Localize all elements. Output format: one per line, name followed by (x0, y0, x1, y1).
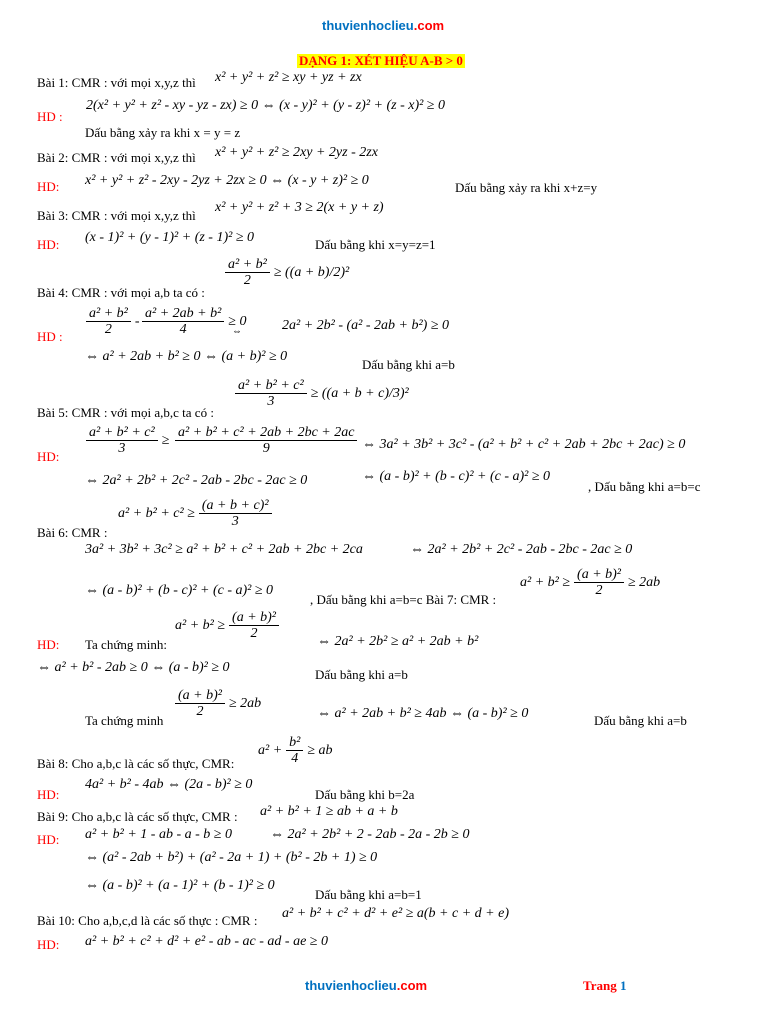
fraction-suffix: ≥ ((a + b)/2)² (273, 265, 350, 281)
header-site-name: thuvienhoclieu (322, 18, 414, 33)
text-line: Dấu bằng khi a=b (315, 667, 408, 682)
math-line: a² + b² + c² + d² + e² - ab - ac - ad - ae ≥ 0 (85, 934, 328, 949)
fraction-expression (142, 306, 246, 338)
numerator: a² + b² + c² (86, 425, 158, 441)
text-line: Bài 9: Cho a,b,c là các số thực, CMR : (37, 809, 238, 824)
denominator: 2 (595, 583, 603, 599)
math-line: 3a² + 3b² + 3c² ≥ a² + b² + c² + 2ab + 2bc + 2ca (85, 542, 363, 557)
math-line: ⇔ a² + 2ab + b² ≥ 0 ⇔ (a + b)² ≥ 0 (85, 349, 288, 364)
denominator: 4 (179, 322, 187, 338)
header-site (322, 19, 444, 33)
fraction (286, 735, 303, 767)
denominator: 2 (243, 273, 251, 289)
fraction (86, 306, 131, 338)
fraction-prefix: a² + b² ≥ (175, 618, 226, 634)
math-line: a² + b² + 1 ≥ ab + a + b (260, 804, 398, 819)
page-label: Trang (583, 978, 617, 993)
fraction-expression (175, 688, 261, 720)
text-line: Bài 2: CMR : với mọi x,y,z thì (37, 150, 196, 165)
hint-label: HD: (37, 637, 60, 652)
hint-label: HD: (37, 179, 60, 194)
math-line: a² + b² + c² + d² + e² ≥ a(b + c + d + e) (282, 906, 509, 921)
fraction-expression (175, 425, 357, 457)
numerator: a² + b² + c² + 2ab + 2bc + 2ac (175, 425, 357, 441)
text-line: ⇔ (232, 326, 242, 337)
math-line: ⇔ 3a² + 3b² + 3c² - (a² + b² + c² + 2ab + 2bc + 2ac) ≥ 0 (362, 437, 686, 452)
numerator: b² (286, 735, 303, 751)
fraction (574, 567, 624, 599)
numerator: a² + b² + c² (235, 378, 307, 394)
math-line: (x - 1)² + (y - 1)² + (z - 1)² ≥ 0 (85, 230, 255, 245)
text-line: Ta chứng minh: (85, 637, 167, 652)
numerator: a² + b² (86, 306, 131, 322)
math-line: ⇔ 2a² + 2b² + 2c² - 2ab - 2bc - 2ac ≥ 0 (410, 542, 633, 557)
fraction-prefix: a² + b² + c² ≥ (118, 506, 195, 522)
hint-label: HD : (37, 109, 63, 124)
text-line: Bài 3: CMR : với mọi x,y,z thì (37, 208, 196, 223)
denominator: 2 (104, 322, 112, 338)
text-line: Dấu bằng xảy ra khi x = y = z (85, 125, 241, 140)
math-line: ⇔ a² + 2ab + b² ≥ 4ab ⇔ (a - b)² ≥ 0 (317, 706, 529, 721)
numerator: (a + b)² (574, 567, 624, 583)
footer-site-tld: .com (396, 978, 428, 993)
text-line: Bài 10: Cho a,b,c,d là các số thực : CMR : (37, 913, 258, 928)
footer-site-name: thuvienhoclieu (305, 978, 397, 993)
page-num: 1 (619, 978, 627, 993)
math-line: x² + y² + z² ≥ xy + yz + zx (215, 70, 362, 85)
fraction-expression (235, 378, 409, 410)
fraction (175, 425, 357, 457)
denominator: 3 (231, 514, 239, 530)
fraction-prefix: a² + (258, 743, 283, 759)
math-line: x² + y² + z² - 2xy - 2yz + 2zx ≥ 0 ⇔ (x - y + z)² ≥ 0 (85, 173, 369, 188)
fraction-suffix: ≥ ab (307, 743, 333, 759)
math-line: 2a² + 2b² - (a² - 2ab + b²) ≥ 0 (282, 318, 450, 333)
math-line: ⇔ (a - b)² + (b - c)² + (c - a)² ≥ 0 (362, 469, 551, 484)
fraction-suffix: ≥ (161, 433, 170, 449)
page-title: DẠNG 1: XÉT HIỆU A-B > 0 (299, 53, 463, 68)
text-line: Dấu bằng khi a=b (362, 357, 455, 372)
fraction-suffix: ≥ ((a + b + c)/3)² (310, 386, 409, 402)
hint-label: HD: (37, 237, 60, 252)
text-line: Dấu bằng khi x=y=z=1 (315, 237, 436, 252)
math-line: ⇔ (a - b)² + (a - 1)² + (b - 1)² ≥ 0 (85, 878, 275, 893)
fraction (229, 610, 279, 642)
text-line: Ta chứng minh (85, 713, 164, 728)
fraction-expression (118, 498, 272, 530)
text-line: Dấu bằng xảy ra khi x+z=y (455, 180, 598, 195)
text-line: Dấu bằng khi a=b (594, 713, 687, 728)
denominator: 3 (267, 394, 275, 410)
fraction-expression (225, 257, 349, 289)
fraction (199, 498, 272, 530)
text-line: , Dấu bằng khi a=b=c Bài 7: CMR : (310, 592, 497, 607)
hint-label: HD: (37, 832, 60, 847)
fraction-expression (175, 610, 279, 642)
math-line: 2(x² + y² + z² - xy - yz - zx) ≥ 0 ⇔ (x - y)² + (y - z)² + (z - x)² ≥ 0 (86, 98, 445, 113)
numerator: (a + b)² (229, 610, 279, 626)
text-line: Bài 5: CMR : với mọi a,b,c ta có : (37, 405, 214, 420)
numerator: (a + b + c)² (199, 498, 272, 514)
text-line: Dấu bằng khi b=2a (315, 787, 415, 802)
math-line: 4a² + b² - 4ab ⇔ (2a - b)² ≥ 0 (85, 777, 253, 792)
math-line: ⇔ 2a² + 2b² ≥ a² + 2ab + b² (317, 634, 479, 649)
fraction-suffix: ≥ 0 (228, 314, 247, 330)
math-line: ⇔ 2a² + 2b² + 2c² - 2ab - 2bc - 2ac ≥ 0 (85, 473, 308, 488)
math-line: ⇔ (a² - 2ab + b²) + (a² - 2a + 1) + (b² - 2b + 1) ≥ 0 (85, 850, 378, 865)
fraction (235, 378, 307, 410)
math-line: x² + y² + z² + 3 ≥ 2(x + y + z) (215, 200, 384, 215)
fraction-expression (520, 567, 660, 599)
text-line: , Dấu bằng khi a=b=c (588, 479, 701, 494)
fraction-suffix: ≥ 2ab (628, 575, 661, 591)
math-line: a² + b² + 1 - ab - a - b ≥ 0 (85, 827, 232, 842)
fraction (225, 257, 270, 289)
fraction-suffix: ≥ 2ab (228, 696, 262, 712)
math-line: ⇔ 2a² + 2b² + 2 - 2ab - 2a - 2b ≥ 0 (270, 827, 470, 842)
fraction (175, 688, 225, 720)
header-site-tld: .com (413, 18, 445, 33)
text-line: Bài 4: CMR : với mọi a,b ta có : (37, 285, 205, 300)
hint-label: HD: (37, 787, 60, 802)
denominator: 3 (118, 441, 126, 457)
text-line: Bài 1: CMR : với mọi x,y,z thì (37, 75, 196, 90)
hint-label: HD: (37, 937, 60, 952)
denominator: 4 (291, 751, 299, 767)
text-line: Bài 8: Cho a,b,c là các số thực, CMR: (37, 756, 235, 771)
denominator: 2 (196, 704, 204, 720)
numerator: a² + b² (225, 257, 270, 273)
hint-label: HD: (37, 449, 60, 464)
math-line: x² + y² + z² ≥ 2xy + 2yz - 2zx (215, 145, 378, 160)
fraction (86, 425, 158, 457)
fraction-expression (86, 306, 140, 338)
fraction (142, 306, 224, 338)
fraction-expression (258, 735, 333, 767)
numerator: a² + 2ab + b² (142, 306, 224, 322)
footer-site (305, 979, 427, 993)
hint-label: HD : (37, 329, 63, 344)
text-line: Dấu bằng khi a=b=1 (315, 887, 422, 902)
text-line: Bài 6: CMR : (37, 525, 108, 540)
numerator: (a + b)² (175, 688, 225, 704)
fraction-expression (86, 425, 169, 457)
denominator: 9 (262, 441, 270, 457)
page-number (583, 979, 626, 993)
math-line: ⇔ (a - b)² + (b - c)² + (c - a)² ≥ 0 (85, 583, 274, 598)
fraction-suffix: - (134, 314, 140, 330)
math-line: ⇔ a² + b² - 2ab ≥ 0 ⇔ (a - b)² ≥ 0 (37, 660, 230, 675)
denominator: 2 (250, 626, 258, 642)
fraction-prefix: a² + b² ≥ (520, 575, 571, 591)
